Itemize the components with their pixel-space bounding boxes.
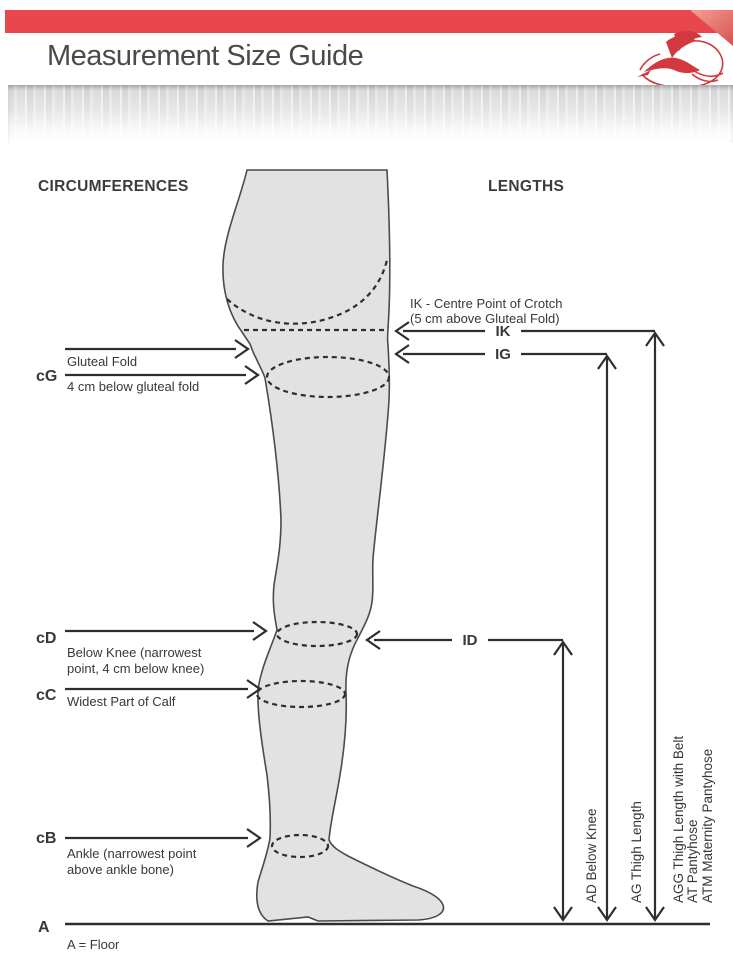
floor-code: A — [38, 919, 50, 936]
leg-illustration — [223, 170, 444, 921]
agg-vertical-line — [646, 335, 664, 920]
floor-label: A = Floor — [67, 937, 120, 952]
crotch-note-line2: (5 cm above Gluteal Fold) — [410, 311, 560, 326]
cd-label-1: Below Knee (narrowest — [67, 645, 202, 660]
cg-code: cG — [36, 368, 58, 385]
lengths-heading: LENGTHS — [488, 178, 565, 195]
cb-arrow — [65, 829, 260, 847]
ig-label: IG — [495, 346, 511, 363]
crotch-note-line1: IK - Centre Point of Crotch — [410, 296, 563, 311]
cc-code: cC — [36, 687, 57, 704]
page-title: Measurement Size Guide — [47, 40, 364, 72]
circumferences-heading: CIRCUMFERENCES — [38, 178, 189, 195]
agg-thigh-length-with-belt-label: AGG Thigh Length with Belt — [671, 735, 686, 903]
atm-maternity-pantyhose-label: ATM Maternity Pantyhose — [700, 748, 715, 903]
cg-label-2: 4 cm below gluteal fold — [67, 379, 200, 394]
cd-label-2: point, 4 cm below knee) — [67, 661, 205, 676]
cd-code: cD — [36, 630, 57, 647]
ag-thigh-length-label: AG Thigh Length — [629, 801, 644, 903]
cb-code: cB — [36, 830, 57, 847]
ag-vertical-line — [598, 358, 616, 920]
cg-label-1: Gluteal Fold — [67, 354, 138, 369]
id-label: ID — [462, 632, 478, 649]
cd-arrow — [65, 622, 266, 640]
ad-below-knee-label: AD Below Knee — [584, 808, 599, 903]
at-pantyhose-label: AT Pantyhose — [685, 819, 700, 903]
cb-label-2: above ankle bone) — [67, 862, 174, 877]
ik-label: IK — [495, 323, 511, 340]
ad-vertical-line — [554, 644, 572, 920]
cb-label-1: Ankle (narrowest point — [67, 846, 197, 861]
cc-label: Widest Part of Calf — [67, 694, 176, 709]
